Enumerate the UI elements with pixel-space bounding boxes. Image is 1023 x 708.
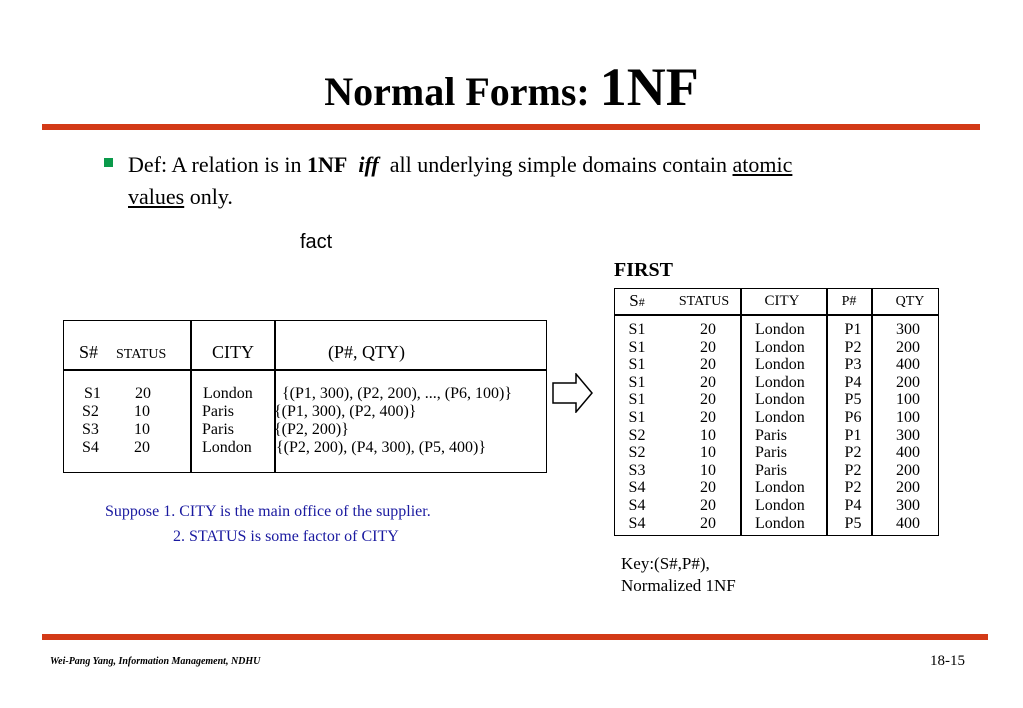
cell-s: S4 <box>628 496 646 514</box>
cell-p: P3 <box>844 356 862 374</box>
cell-p: P6 <box>844 408 862 426</box>
cell-city: London <box>755 408 805 426</box>
header-s: S# <box>79 342 99 362</box>
first-header-city: CITY <box>764 293 800 309</box>
cell-s: S2 <box>628 426 646 444</box>
title-emph: 1NF <box>599 57 699 117</box>
cell-p: P4 <box>844 496 862 514</box>
cell-qty: 300 <box>896 426 920 444</box>
cell-city: London <box>755 338 805 356</box>
cell-p: P2 <box>844 479 862 497</box>
definition-middle: all underlying simple domains contain <box>384 152 733 177</box>
cell-qty: 300 <box>896 321 920 338</box>
title-main: Normal Forms: <box>324 69 600 114</box>
first-col-s <box>619 321 655 532</box>
cell-status: 20 <box>700 408 716 426</box>
cell-qty: 400 <box>896 356 920 374</box>
cell-status: 20 <box>700 391 716 409</box>
first-col-city <box>755 321 821 532</box>
right-arrow-icon <box>552 373 594 413</box>
cell-city: London <box>755 496 805 514</box>
cell-s: S4 <box>82 439 99 456</box>
cell-city: Paris <box>202 421 234 438</box>
cell-p: P4 <box>844 373 862 391</box>
cell-p: P2 <box>844 338 862 356</box>
cell-city: Paris <box>202 403 234 420</box>
header-divider <box>64 369 546 371</box>
column-divider <box>740 289 742 535</box>
first-col-p <box>833 321 873 532</box>
cell-status: 10 <box>134 421 150 438</box>
cell-p: P2 <box>844 461 862 479</box>
cell-qty: 100 <box>896 391 920 409</box>
first-col-qty <box>887 321 929 532</box>
header-status: STATUS <box>116 347 167 362</box>
footer-author: Wei-Pang Yang, Information Management, NDHU <box>50 656 261 667</box>
cell-p: P2 <box>844 444 862 462</box>
cell-s: S4 <box>628 479 646 497</box>
cell-city: Paris <box>755 444 787 462</box>
cell-status: 20 <box>700 338 716 356</box>
key-line: Key:(S#,P#), <box>621 554 710 573</box>
cell-status: 10 <box>134 403 150 420</box>
caption-line2: 2. STATUS is some factor of CITY <box>173 528 399 545</box>
column-divider <box>190 321 192 472</box>
cell-status: 10 <box>700 444 716 462</box>
cell-city: London <box>755 479 805 497</box>
header-divider <box>615 314 938 316</box>
cell-qty: 400 <box>896 444 920 462</box>
normalized-line: Normalized 1NF <box>621 576 736 595</box>
cell-s: S1 <box>628 321 646 338</box>
cell-qty: 100 <box>896 408 920 426</box>
first-header-status: STATUS <box>678 294 730 309</box>
cell-qty: 200 <box>896 373 920 391</box>
definition-term: 1NF <box>307 152 348 177</box>
page-title <box>0 56 1023 118</box>
cell-qty: 400 <box>896 514 920 532</box>
definition-prefix: Def: A relation is in <box>128 152 308 177</box>
cell-city: Paris <box>755 426 787 444</box>
cell-pq: {(P2, 200), (P4, 300), (P5, 400)} <box>276 439 487 456</box>
cell-pq: {(P2, 200)} <box>274 421 349 438</box>
first-header-p: P# <box>841 294 857 309</box>
cell-s: S3 <box>628 461 646 479</box>
cell-p: P1 <box>844 321 862 338</box>
cell-qty: 200 <box>896 479 920 497</box>
title-divider <box>42 124 980 130</box>
cell-s: S2 <box>628 444 646 462</box>
header-pq: (P#, QTY) <box>328 342 405 362</box>
definition-text <box>128 149 948 213</box>
cell-s: S4 <box>628 514 646 532</box>
cell-status: 20 <box>700 514 716 532</box>
first-col-status <box>691 321 725 532</box>
cell-city: London <box>755 321 805 338</box>
cell-city: Paris <box>755 461 787 479</box>
cell-status: 10 <box>700 426 716 444</box>
first-header-s: S# <box>629 291 645 310</box>
unnormalized-table <box>63 320 547 473</box>
cell-status: 20 <box>700 479 716 497</box>
fact-label: fact <box>300 231 333 253</box>
slide-number: 18-15 <box>930 653 965 669</box>
cell-status: 20 <box>700 356 716 374</box>
cell-city: London <box>755 391 805 409</box>
cell-city: London <box>203 385 253 402</box>
definition-values: values <box>128 184 185 209</box>
footer-divider <box>42 634 988 640</box>
cell-s: S1 <box>628 408 646 426</box>
cell-s: S1 <box>628 373 646 391</box>
first-table-title: FIRST <box>614 259 673 281</box>
definition-atomic: atomic <box>732 152 793 177</box>
cell-status: 10 <box>700 461 716 479</box>
cell-qty: 200 <box>896 461 920 479</box>
cell-s: S1 <box>628 356 646 374</box>
bullet-square-icon <box>104 158 113 167</box>
cell-pq: {(P1, 300), (P2, 400)} <box>274 403 417 420</box>
cell-status: 20 <box>700 373 716 391</box>
cell-city: London <box>202 439 252 456</box>
cell-s: S2 <box>82 403 99 420</box>
header-city: CITY <box>212 342 254 362</box>
column-divider <box>826 289 828 535</box>
cell-qty: 200 <box>896 338 920 356</box>
cell-p: P5 <box>844 514 862 532</box>
cell-p: P1 <box>844 426 862 444</box>
first-table <box>614 288 939 536</box>
cell-status: 20 <box>134 439 150 456</box>
cell-city: London <box>755 373 805 391</box>
cell-pq: {(P1, 300), (P2, 200), ..., (P6, 100)} <box>282 385 513 402</box>
first-header-qty: QTY <box>895 294 925 309</box>
definition-iff: iff <box>358 152 379 177</box>
cell-s: S1 <box>628 391 646 409</box>
key-note <box>621 553 736 597</box>
cell-qty: 300 <box>896 496 920 514</box>
cell-city: London <box>755 514 805 532</box>
cell-s: S1 <box>628 338 646 356</box>
caption-line1: Suppose 1. CITY is the main office of the supplier. <box>105 503 431 520</box>
cell-city: London <box>755 356 805 374</box>
cell-status: 20 <box>700 321 716 338</box>
cell-s: S1 <box>84 385 101 402</box>
cell-s: S3 <box>82 421 99 438</box>
cell-status: 20 <box>700 496 716 514</box>
definition-suffix: only. <box>184 184 233 209</box>
cell-p: P5 <box>844 391 862 409</box>
cell-status: 20 <box>135 385 151 402</box>
